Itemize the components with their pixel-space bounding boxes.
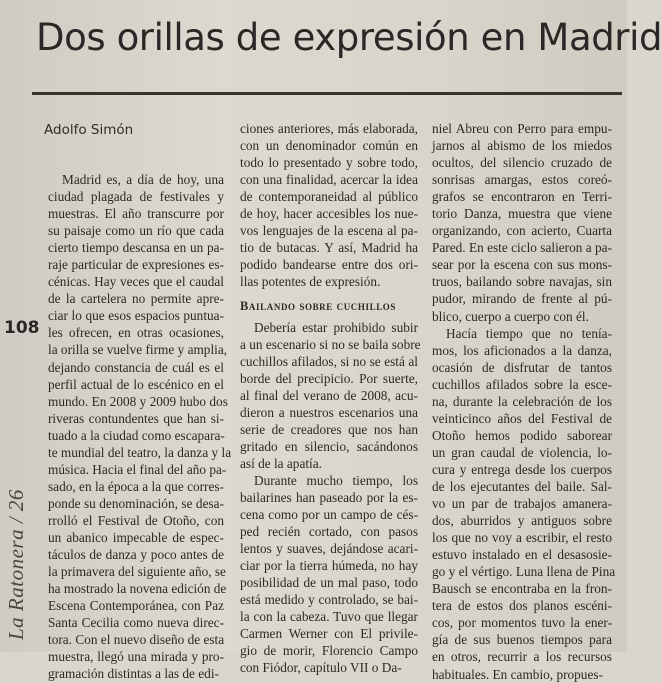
text-line: cénicas. Hay veces que el caudal — [48, 274, 224, 290]
text-line: Bausch se encontraba en la fron- — [432, 581, 612, 597]
text-line: llas potentes de expresión. — [240, 274, 381, 290]
article-author: Adolfo Simón — [44, 122, 134, 138]
text-line: muestras. El año transcurre por — [48, 206, 224, 222]
text-line: perfil actual de lo escénico en el — [48, 376, 224, 392]
text-line: raje particular de expresiones es- — [48, 257, 224, 273]
text-line: dos, aburridos y antiguos sobre — [432, 513, 612, 529]
text-line: tuado a la ciudad como escapara- — [48, 427, 225, 443]
text-line: blico, cuerpo a cuerpo con él. — [432, 308, 589, 324]
column-1 — [48, 171, 232, 682]
text-line: Santa Cecilia como nueva direc- — [48, 615, 224, 631]
text-line: Pared. En este ciclo salieron a pa- — [432, 240, 612, 256]
text-line: te mundial del teatro, la danza y la — [48, 444, 232, 460]
text-line: de contemporaneidad al público — [240, 189, 418, 205]
text-line: gio de morir, Florencio Campo — [240, 643, 418, 659]
column-2 — [240, 120, 421, 677]
text-line: está medido y controlado, se bai- — [240, 592, 418, 608]
text-line: cuchillos afilados, si no se está al — [240, 353, 418, 369]
text-line: borde del precipicio. Por suerte, — [240, 370, 418, 386]
text-line: con Fiódor, capítulo VII o Da- — [240, 660, 402, 676]
text-line: torio Danza, muestra que viene — [432, 206, 612, 222]
title-rule — [32, 92, 622, 95]
text-line: al final del verano de 2008, acu- — [240, 387, 418, 403]
text-line: Debería estar prohibido subir — [254, 319, 418, 335]
text-line: truos, bailando sobre navajas, sin — [432, 274, 612, 290]
text-line: muestra, llegó una mirada y pro- — [48, 649, 224, 665]
text-line: cena como por un campo de cés- — [240, 507, 418, 523]
text-line: cos, por momentos tuvo la ener- — [432, 615, 612, 631]
text-line: cuchillos afilados sobre la esce- — [432, 376, 612, 392]
text-line: tio de butacas. Y así, Madrid ha — [240, 240, 418, 256]
text-line: vos lenguajes de la escena al pa- — [240, 223, 418, 239]
text-line: Durante mucho tiempo, los — [254, 472, 418, 488]
text-line: lentos y suaves, dejándose acari- — [240, 541, 418, 557]
text-line: mos, los aficionados a la danza, — [432, 342, 612, 358]
magazine-side-label: La Ratonera / 26 — [4, 489, 28, 640]
text-line: un abanico impecable de espec- — [48, 529, 224, 545]
text-line: gritado en silencio, sacándonos — [240, 438, 418, 454]
page-number: 108 — [4, 318, 40, 338]
text-line: la con la cabeza. Tuvo que llegar — [240, 609, 418, 625]
text-line: música. Hacia el final del año pa- — [48, 461, 227, 477]
article-title: Dos orillas de expresión en Madrid — [36, 16, 662, 59]
column-3 — [432, 120, 616, 683]
text-line: ciar lo que esos espacios puntua- — [48, 308, 224, 324]
text-line: pudor, mirando de frente al pú- — [432, 291, 612, 307]
text-line: na, durante la celebración de los — [432, 393, 612, 409]
text-line: gramación distintas a las de edi- — [48, 666, 219, 682]
text-line: de los ejecutantes del baile. Sal- — [432, 478, 612, 494]
text-line: Carmen Werner con El privile- — [240, 626, 418, 642]
text-line: con una finalidad, acercar la idea — [240, 172, 418, 188]
text-line: así de la apatía. — [240, 455, 322, 471]
text-line: la primavera del siguiente año, se — [48, 564, 226, 580]
text-line: la orilla se vuelve firme y amplia, — [48, 342, 228, 358]
text-line: ha mostrado la novena edición de — [48, 581, 227, 597]
text-line: riveras contundentes que han si- — [48, 410, 224, 426]
text-line: bailarines han paseado por la es- — [240, 489, 418, 505]
text-line: ponde su denominación, se desa- — [48, 495, 224, 511]
text-line: rrolló el Festival de Otoño, con — [48, 512, 224, 528]
text-line: ciar por la tierra húmeda, no hay — [240, 558, 418, 574]
text-line: los que no voy a escribir, el resto — [432, 530, 612, 546]
text-line: de hoy, hacer accesibles los nue- — [240, 206, 418, 222]
text-line: sear por la escena con sus mons- — [432, 257, 612, 273]
text-line: vo un par de trabajos amanera- — [432, 496, 612, 512]
text-line: ciones anteriores, más elaborada, — [240, 121, 418, 136]
text-line: sonrisas amargas, estos coreó- — [432, 172, 612, 188]
text-line: podido bandearse entre dos ori- — [240, 257, 418, 273]
text-line: táculos de danza y poco antes de — [48, 547, 224, 563]
section-heading: Bailando sobre cuchillos — [240, 299, 397, 314]
text-line: go y el vértigo. Luna llena de Pina — [432, 564, 616, 580]
text-line: tera de estos dos planos escéni- — [432, 598, 612, 614]
text-line: Madrid es, a día de hoy, una — [62, 172, 224, 187]
text-line: ocasión de disfrutar de tantos — [432, 359, 612, 375]
text-line: veinticinco años del Festival de — [432, 410, 612, 426]
text-line: estuvo instalado en el desasosie- — [432, 547, 612, 563]
text-line: todo lo presentado y sobre todo, — [240, 155, 418, 171]
text-line: gía de sus buenos tiempos para — [432, 632, 612, 648]
text-line: ciudad plagada de festivales y — [48, 189, 224, 205]
text-line: habituales. En cambio, propues- — [432, 666, 603, 682]
text-line: su paisaje como un río que cada — [48, 223, 224, 239]
text-line: cierto tiempo descansa en un pa- — [48, 240, 224, 256]
text-line: un gran caudal de violencia, lo- — [432, 444, 612, 460]
text-line: Otoño hemos podido saborear — [432, 427, 612, 443]
text-line: de la cartelera no permite apre- — [48, 291, 224, 307]
text-line: les ofrecen, en otras ocasiones, — [48, 325, 224, 341]
text-line: sado, en la época a la que corres- — [48, 478, 224, 494]
text-line: mundo. En 2008 y 2009 hubo dos — [48, 393, 228, 409]
text-line: cura y entrega desde los cuerpos — [432, 461, 612, 477]
text-line: grafos se encontraron en Terri- — [432, 189, 612, 205]
text-line: Hacía tiempo que no tenía- — [446, 325, 612, 341]
text-line: a un escenario si no se baila sobre — [240, 336, 421, 352]
text-line: jarnos al abismo de los miedos — [432, 138, 612, 154]
text-line: ocultos, del silencio cruzado de — [432, 155, 612, 171]
text-line: serie de creadores que nos han — [240, 421, 418, 437]
text-line: niel Abreu con Perro para empu- — [432, 121, 612, 136]
text-line: ped recién cortado, con pasos — [240, 524, 418, 540]
text-line: posibilidad de un mal paso, todo — [240, 575, 418, 591]
text-line: organizando, con acierto, Cuarta — [432, 223, 612, 239]
text-line: en otros, recurrir a los recursos — [432, 649, 612, 665]
text-line: Escena Contemporánea, con Paz — [48, 598, 224, 614]
text-line: dieron a nuestros escenarios una — [240, 404, 418, 420]
text-line: con un denominador común en — [240, 138, 418, 154]
text-line: tora. Con el nuevo diseño de esta — [48, 632, 225, 648]
text-line: dejando constancia de cuál es el — [48, 359, 224, 375]
